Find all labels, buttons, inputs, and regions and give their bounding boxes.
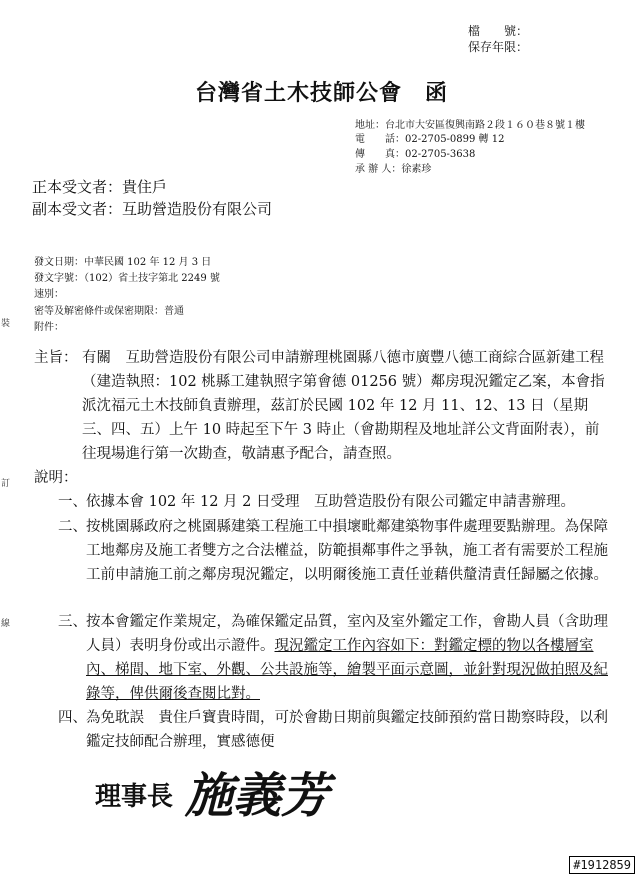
chairman-signature-seal	[95, 760, 365, 830]
copy-recipient: 副本受文者：互助營造股份有限公司	[32, 200, 273, 218]
margin-mark: 訂	[1, 479, 11, 489]
document-title: 台灣省土木技師公會 函	[195, 80, 449, 106]
margin-mark: 裝	[1, 319, 11, 329]
subject-label: 主旨：	[34, 350, 78, 366]
subject-text: 有關 互助營造股份有限公司申請辦理桃園縣八德市廣豐八德工商綜合區新建工程（建造執照：102 桃縣工建執照字第會德 01256 號）鄰房現況鑑定乙案，本會指派沈福元土木技師負責辦理，茲訂於民國 102 年 12 月 11、12、13 日（星期三、四、五）上午 10 時起至下午 3 時止（會勘期程及地址詳公文背面附表），前往現場進行第一次勘查，敬請惠予配合，請查照。	[82, 350, 605, 462]
explanation-item-4: 為免耽誤 貴住戶寶貴時間，可於會勘日期前與鑑定技師預約當日勘察時段，以利鑑定技師配合辦理，實感德便	[86, 710, 608, 750]
phone-line: 電 話：02-2705-0899 轉 12	[355, 134, 505, 145]
address-line: 地址：台北市大安區復興南路２段１６０巷８號１樓	[355, 120, 585, 131]
fax-line: 傳 真：02-2705-3638	[355, 149, 476, 160]
image-id-label: #1912859	[569, 856, 635, 874]
item-number: 四、	[58, 710, 87, 726]
explanation-item-1: 依據本會 102 年 12 月 2 日受理 互助營造股份有限公司鑑定申請書辦理。	[86, 494, 576, 510]
chairman-title: 理事長	[95, 782, 174, 812]
main-recipient: 正本受文者：貴住戶	[32, 178, 168, 196]
handler-line: 承 辦 人：徐素珍	[355, 164, 432, 175]
explanation-item-2: 按桃園縣政府之桃園縣建築工程施工中損壞毗鄰建築物事件處理要點辦理。為保障工地鄰房及施工者雙方之合法權益，防範損鄰事件之爭執，施工者有需要於工程施工前申請施工前之鄰房現況鑑定，以明爾後施工責任並藉供釐清責任歸屬之依據。	[86, 519, 608, 583]
chairman-name: 施義芳	[185, 768, 330, 824]
file-number-label: 檔 號：	[468, 24, 529, 38]
explanation-label: 說明：	[34, 470, 78, 486]
secrecy-level: 密等及解密條件或保密期限：普通	[34, 306, 184, 317]
explanation-item-3	[86, 610, 616, 706]
issue-number: 發文字號：（102）省土技字第北 2249 號	[34, 273, 220, 284]
issue-date: 發文日期：中華民國 102 年 12 月 3 日	[34, 257, 212, 268]
item-number: 一、	[58, 494, 87, 510]
retention-period-label: 保存年限：	[468, 40, 529, 54]
item-3-part-a: 按本會鑑定作業規定，為確保鑑定品質，室內及室外鑑定工作，會勘人員（含助理人員）表明身份或出示證件。	[86, 614, 608, 654]
item-number: 二、	[58, 519, 87, 535]
attachment-line: 附件：	[34, 322, 64, 333]
margin-mark: 線	[1, 619, 11, 629]
item-3-underlined-part: 現況鑑定工作內容如下：對鑑定標的物以各樓層室內、梯間、地下室、外觀、公共設施等，繪製平面示意圖，並針對現況做拍照及紀錄等，俾供爾後查閱比對。	[86, 638, 608, 702]
item-number: 三、	[58, 614, 87, 630]
delivery-speed: 速別：	[34, 289, 64, 300]
